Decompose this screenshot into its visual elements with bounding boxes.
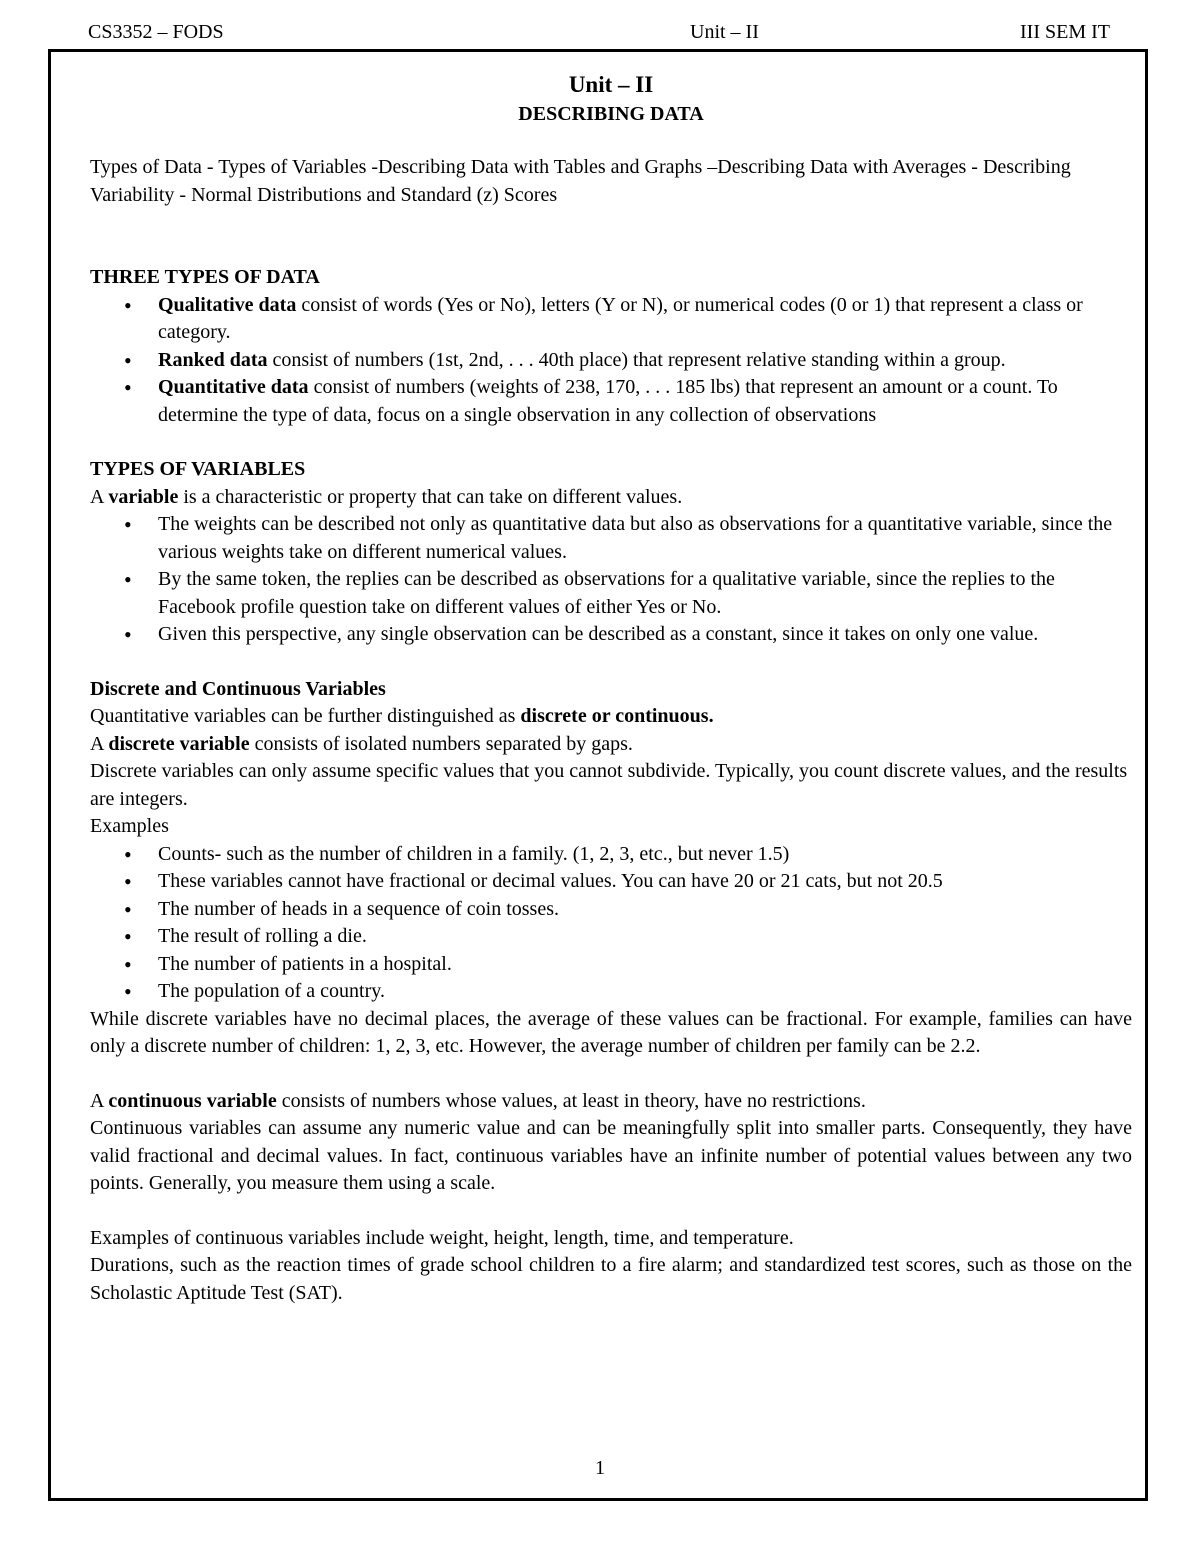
discrete-variable-explanation: Discrete variables can only assume specific values that you cannot subdivide. Typically, you count discrete values, and the results are integers. <box>90 760 1128 810</box>
list-item: • Qualitative data consist of words (Yes or No), letters (Y or N), or numerical codes (0 or 1) that represent a class or category. <box>158 292 1132 347</box>
document-title: DESCRIBING DATA <box>518 103 704 125</box>
list-item: • Quantitative data consist of numbers (weights of 238, 170, . . . 185 lbs) that represent an amount or a count. To determine the type of data, focus on a single observation in any collection of observations <box>158 374 1132 429</box>
examples-label: Examples <box>90 815 169 837</box>
discrete-examples-list <box>90 841 1132 1006</box>
page-content <box>90 70 1132 1307</box>
term-ranked-data: Ranked data <box>158 348 268 371</box>
durations-paragraph: Durations, such as the reaction times of grade school children to a fire alarm; and standardized test scores, such as those on the Scholastic Aptitude Test (SAT). <box>90 1254 1132 1304</box>
list-item: • Given this perspective, any single observation can be described as a constant, since it takes on only one value. <box>158 621 1132 649</box>
continuous-examples-line: Examples of continuous variables include weight, height, length, time, and temperature. <box>90 1226 794 1249</box>
unit-title: Unit – II <box>568 72 654 97</box>
list-item: • The number of heads in a sequence of coin tosses. <box>158 896 1132 924</box>
header-semester: III SEM IT <box>1020 21 1110 43</box>
header-course-code: CS3352 – FODS <box>88 21 224 43</box>
variable-definition: A variable is a characteristic or property that can take on different values. <box>90 485 683 508</box>
running-header <box>88 19 1110 45</box>
continuous-variable-paragraph: Continuous variables can assume any numeric value and can be meaningfully split into smaller parts. Consequently, they have valid fractional and decimal values. In fact, continuous variables have an infinite number of potential values between any two points. Generally, you measure them using a scale. <box>90 1117 1132 1194</box>
page-number: 1 <box>595 1457 605 1479</box>
list-item: • The number of patients in a hospital. <box>158 951 1132 979</box>
heading-discrete-and-continuous: Discrete and Continuous Variables <box>90 677 386 700</box>
discrete-closing-paragraph: While discrete variables have no decimal places, the average of these values can be fractional. For example, families can have only a discrete number of children: 1, 2, 3, etc. However, the average number of children per family can be 2.2. <box>90 1007 1132 1057</box>
variables-list <box>90 511 1132 649</box>
list-item: • By the same token, the replies can be described as observations for a qualitative variable, since the replies to the Facebook profile question take on different values of either Yes or No. <box>158 566 1132 621</box>
heading-types-of-variables: TYPES OF VARIABLES <box>90 458 306 480</box>
heading-three-types-of-data: THREE TYPES OF DATA <box>90 266 320 288</box>
term-quantitative-data: Quantitative data <box>158 376 309 398</box>
list-item: • Counts- such as the number of children in a family. (1, 2, 3, etc., but never 1.5) <box>158 841 1132 869</box>
discrete-variable-definition: A discrete variable consists of isolated numbers separated by gaps. <box>90 732 633 755</box>
list-item: • The population of a country. <box>158 978 1132 1006</box>
discrete-or-continuous-line: Quantitative variables can be further distinguished as discrete or continuous. <box>90 705 714 727</box>
continuous-variable-definition: A continuous variable consists of numbers whose values, at least in theory, have no restrictions. <box>90 1089 866 1112</box>
header-unit: Unit – II <box>690 21 759 43</box>
term-qualitative-data: Qualitative data <box>158 293 297 316</box>
list-item: • Ranked data consist of numbers (1st, 2nd, . . . 40th place) that represent relative standing within a group. <box>158 347 1132 375</box>
list-item: • These variables cannot have fractional or decimal values. You can have 20 or 21 cats, but not 20.5 <box>158 868 1132 896</box>
list-item: • The weights can be described not only as quantitative data but also as observations for a quantitative variable, since the various weights take on different numerical values. <box>158 511 1132 566</box>
list-item: • The result of rolling a die. <box>158 923 1132 951</box>
data-types-list <box>90 292 1132 430</box>
syllabus-text: Types of Data - Types of Variables -Describing Data with Tables and Graphs –Describing Data with Averages - Describing Variability - Normal Distributions and Standard (z) Scores <box>90 156 1071 206</box>
